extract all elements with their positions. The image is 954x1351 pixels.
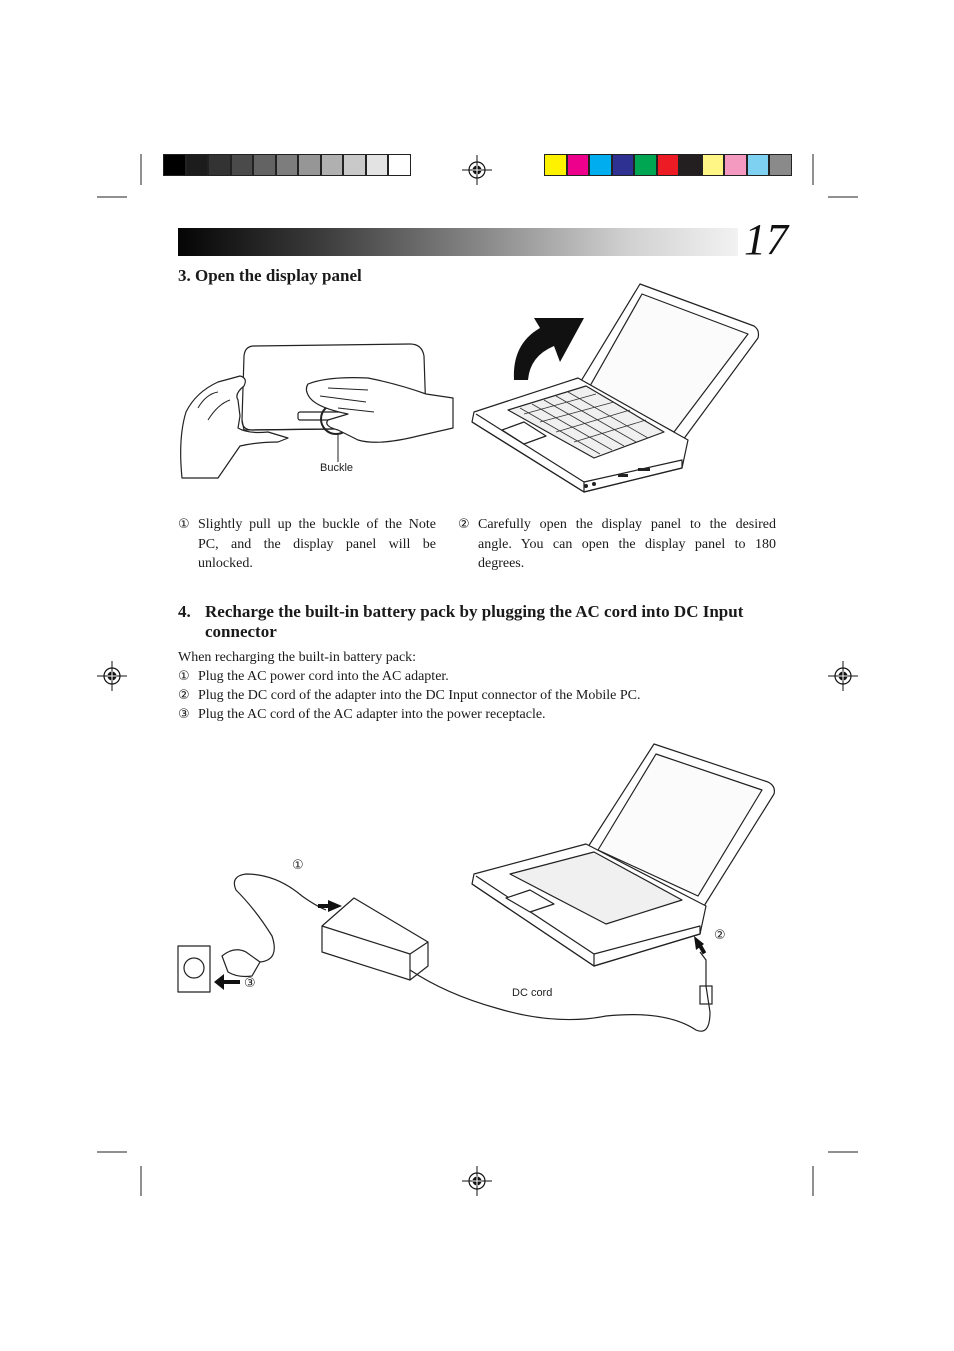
step-text: Plug the DC cord of the adapter into the DC Input connector of the Mobile PC.: [198, 688, 641, 703]
registration-mark-bottom: [462, 1166, 492, 1196]
header-gradient-bar: [178, 228, 738, 256]
page-number: 17: [744, 215, 788, 264]
charging-illustration: [176, 740, 786, 1040]
section-4-step-2: [178, 686, 778, 706]
section-4-heading: [178, 602, 778, 642]
registration-mark-left: [97, 661, 127, 691]
registration-mark-right: [828, 661, 858, 691]
step-marker: ①: [178, 517, 190, 532]
section-3-heading: 3. Open the display panel: [178, 266, 362, 285]
registration-mark-top: [462, 155, 492, 185]
section-3-step-2: [458, 515, 776, 574]
step-text: Slightly pull up the buckle of the Note PC, and the display panel will be unlocked.: [198, 517, 436, 571]
callout-2: ②: [714, 928, 726, 943]
section-4-step-1: [178, 667, 778, 687]
section-4-step-3: [178, 705, 778, 725]
step-marker: ②: [178, 688, 190, 703]
callout-3: ③: [244, 976, 256, 991]
step-marker: ②: [458, 517, 470, 532]
buckle-label: Buckle: [320, 462, 354, 474]
section-3-step-1: [178, 515, 436, 574]
step-marker: ①: [178, 669, 190, 684]
step-marker: ③: [178, 707, 190, 722]
step-text: Plug the AC cord of the AC adapter into the power receptacle.: [198, 707, 546, 722]
callout-1: ①: [292, 858, 304, 873]
dc-cord-label: DC cord: [512, 987, 553, 999]
open-laptop-illustration: [468, 282, 768, 497]
step-text: Plug the AC power cord into the AC adapter.: [198, 669, 449, 684]
section-4-title: Recharge the built-in battery pack by plugging the AC cord into DC Input connector: [205, 602, 744, 641]
section-4-number: 4.: [178, 602, 191, 621]
section-4-intro: When recharging the built-in battery pack:: [178, 650, 417, 665]
step-text: Carefully open the display panel to the desired angle. You can open the display panel to 180 degrees.: [478, 517, 776, 571]
